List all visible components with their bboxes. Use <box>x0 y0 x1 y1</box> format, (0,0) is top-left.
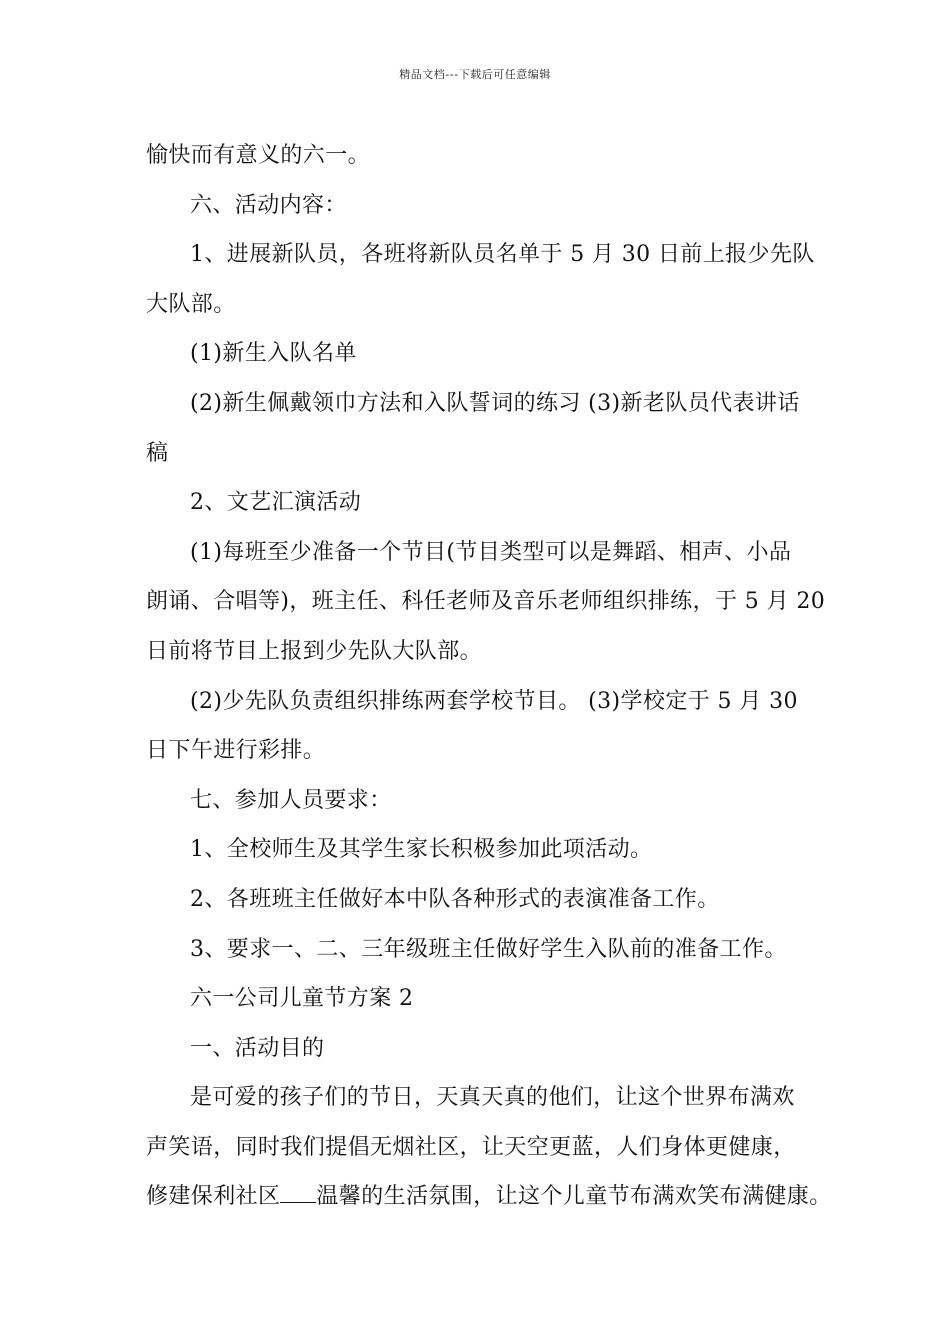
page-header: 精品文档---下载后可任意编辑 <box>399 68 551 81</box>
text-line: 是可爱的孩子们的节日，天真天真的他们，让这个世界布满欢 <box>190 1085 795 1111</box>
text-line: 3、要求一、二、三年级班主任做好学生入队前的准备工作。 <box>190 936 787 962</box>
text-line: 愉快而有意义的六一。 <box>146 143 371 168</box>
text-line: 2、文艺汇演活动 <box>190 490 362 516</box>
fill-in-blank <box>280 1184 316 1203</box>
text-line: 七、参加人员要求： <box>190 787 392 813</box>
text-line: 稿 <box>146 440 169 466</box>
text-line: 日前将节目上报到少先队大队部。 <box>146 638 483 664</box>
document-body <box>146 131 832 1222</box>
text-line: 声笑语，同时我们提倡无烟社区，让天空更蓝，人们身体更健康， <box>146 1134 796 1160</box>
text-line: 1、全校师生及其学生家长积极参加此项活动。 <box>190 837 653 863</box>
text-line-with-blank <box>146 1172 832 1222</box>
text-line: (1)每班至少准备一个节目(节目类型可以是舞蹈、相声、小品 <box>190 539 792 565</box>
text-segment: 修建保利社区 <box>146 1184 281 1210</box>
text-line: 大队部。 <box>146 291 236 317</box>
text-line: 1、进展新队员，各班将新队员名单于 5 月 30 日前上报少先队 <box>190 242 815 268</box>
text-line: (2)新生佩戴领巾方法和入队誓词的练习 (3)新老队员代表讲话 <box>190 390 800 416</box>
text-line: 六、活动内容： <box>190 192 347 218</box>
text-line: 2、各班班主任做好本中队各种形式的表演准备工作。 <box>190 886 720 912</box>
text-line: 朗诵、合唱等)，班主任、科任老师及音乐老师组织排练，于 5 月 20 <box>146 589 826 615</box>
text-line: 日下午进行彩排。 <box>146 738 326 764</box>
text-line: 一、活动目的 <box>190 1035 325 1061</box>
section-title: 六一公司儿童节方案 2 <box>190 986 414 1012</box>
text-line: (2)少先队负责组织排练两套学校节目。 (3)学校定于 5 月 30 <box>190 688 798 714</box>
text-line: (1)新生入队名单 <box>190 341 357 367</box>
text-segment: 温馨的生活氛围，让这个儿童节布满欢笑布满健康。 <box>316 1184 832 1210</box>
